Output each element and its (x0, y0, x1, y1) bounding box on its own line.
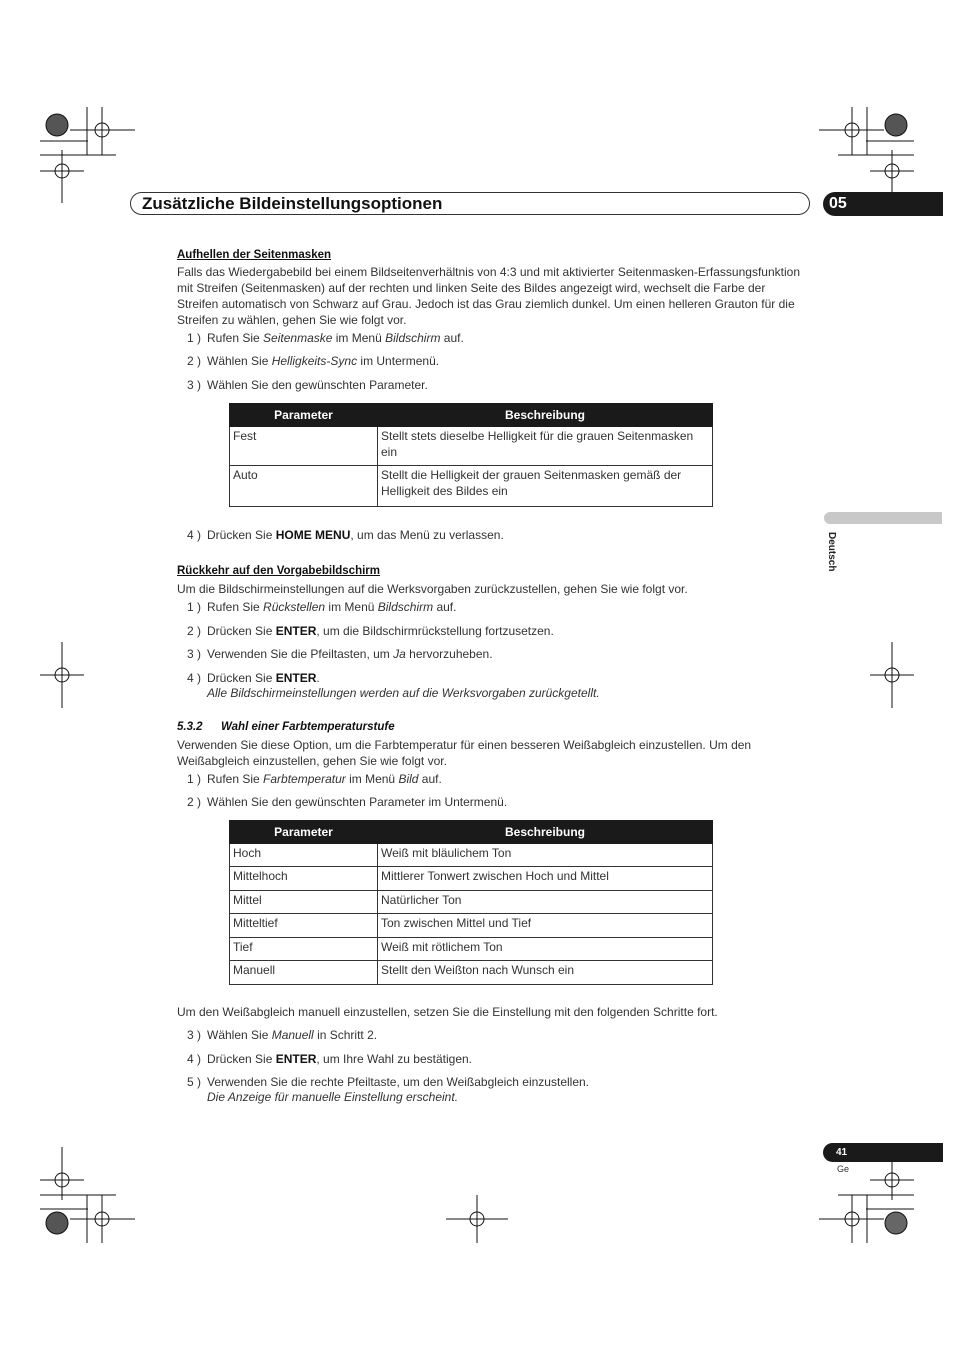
manual-intro: Um den Weißabgleich manuell einzustellen, setzen Sie die Einstellung mit den folgenden Schritte fort. (177, 1005, 718, 1019)
table-header-row (230, 404, 713, 427)
section-heading-seitenmasken: Aufhellen der Seitenmasken (177, 249, 332, 261)
table-header: Beschreibung (378, 404, 713, 427)
section-intro: Um die Bildschirmeinstellungen auf die Werksvorgaben zurückzustellen, gehen Sie wie folgt vor. (177, 582, 688, 596)
step-item: 2 ) Wählen Sie den gewünschten Parameter im Untermenü. (187, 795, 508, 809)
step-item: 4 ) Drücken Sie ENTER, um Ihre Wahl zu bestätigen. (187, 1052, 473, 1066)
table-row (230, 466, 713, 507)
step-item: 3 ) Wählen Sie den gewünschten Parameter. (187, 378, 428, 392)
step-item: 1 ) Rufen Sie Seitenmaske im Menü Bildschirm auf. (187, 331, 464, 345)
step-item: 2 ) Drücken Sie ENTER, um die Bildschirmrückstellung fortzusetzen. (187, 624, 554, 638)
language-label: Deutsch (826, 532, 837, 572)
table-row (230, 914, 713, 938)
section-heading-vorgabebildschirm: Rückkehr auf den Vorgabebildschirm (177, 565, 381, 577)
step-item: 2 ) Wählen Sie Helligkeits-Sync im Untermenü. (187, 354, 440, 368)
table-row (230, 427, 713, 466)
table-cell: Weiß mit bläulichem Ton (378, 844, 713, 867)
table-header-row (230, 821, 713, 844)
step-result: Die Anzeige für manuelle Einstellung erscheint. (207, 1090, 459, 1104)
step-item: 1 ) Rufen Sie Rückstellen im Menü Bildschirm auf. (187, 600, 457, 614)
subsection-number: 5.3.2 (177, 721, 203, 733)
table-cell: Stellt stets dieselbe Helligkeit für die grauen Seitenmasken ein (378, 427, 713, 466)
table-row (230, 961, 713, 985)
step-item: 4 ) Drücken Sie HOME MENU, um das Menü zu verlassen. (187, 528, 504, 542)
table-cell: Mitteltief (230, 914, 378, 938)
table-cell: Weiß mit rötlichem Ton (378, 938, 713, 961)
table-cell: Manuell (230, 961, 378, 985)
step-item: 4 ) Drücken Sie ENTER. (187, 671, 320, 685)
step-item: 3 ) Verwenden Sie die Pfeiltasten, um Ja hervorzuheben. (187, 647, 493, 661)
section-intro: Falls das Wiedergabebild bei einem Bildseitenverhältnis von 4:3 und mit aktivierter Seitenmasken-Erfassungsfunktion mit Streifen (Seitenmasken) auf der rechten und linken Seite des Bildes angezeigt wird, wechselt die Farbe der Streifen automatisch von Schwarz auf Grau. Jedoch ist das Grau ziemlich dunkel. Um einen helleren Grauton für die Streifen zu wählen, gehen Sie wie folgt vor. (177, 265, 800, 327)
subsection-title: Wahl einer Farbtemperaturstufe (221, 721, 395, 733)
table-cell: Tief (230, 938, 378, 961)
step-item: 1 ) Rufen Sie Farbtemperatur im Menü Bild auf. (187, 772, 442, 786)
table-cell: Fest (230, 427, 378, 466)
table-cell: Hoch (230, 844, 378, 867)
parameter-table-farbtemperatur (229, 820, 713, 985)
step-item: 5 ) Verwenden Sie die rechte Pfeiltaste, um den Weißabgleich einzustellen. (187, 1075, 590, 1089)
section-intro: Verwenden Sie diese Option, um die Farbtemperatur für einen besseren Weißabgleich einzustellen. Um den Weißabgleich einzustellen, gehen Sie wie folgt vor. (177, 738, 752, 768)
table-header: Beschreibung (378, 821, 713, 844)
table-cell: Stellt den Weißton nach Wunsch ein (378, 961, 713, 985)
table-header: Parameter (230, 404, 378, 427)
table-cell: Mittlerer Tonwert zwischen Hoch und Mittel (378, 867, 713, 891)
step-result: Alle Bildschirmeinstellungen werden auf die Werksvorgaben zurückgetellt. (207, 686, 600, 700)
table-cell: Natürlicher Ton (378, 891, 713, 914)
table-row (230, 891, 713, 914)
table-row (230, 844, 713, 867)
table-row (230, 938, 713, 961)
table-cell: Mittel (230, 891, 378, 914)
page-title: Zusätzliche Bildeinstellungsoptionen (142, 194, 443, 213)
table-row (230, 867, 713, 891)
table-cell: Auto (230, 466, 378, 507)
table-cell: Stellt die Helligkeit der grauen Seitenmasken gemäß der Helligkeit des Bildes ein (378, 466, 713, 507)
page-language-code: Ge (837, 1164, 850, 1174)
table-cell: Ton zwischen Mittel und Tief (378, 914, 713, 938)
step-item: 3 ) Wählen Sie Manuell in Schritt 2. (187, 1028, 378, 1042)
chapter-number: 05 (829, 195, 847, 212)
table-header: Parameter (230, 821, 378, 844)
table-cell: Mittelhoch (230, 867, 378, 891)
page-number: 41 (836, 1147, 848, 1158)
parameter-table-seitenmasken (229, 403, 713, 507)
language-tab (824, 512, 942, 524)
